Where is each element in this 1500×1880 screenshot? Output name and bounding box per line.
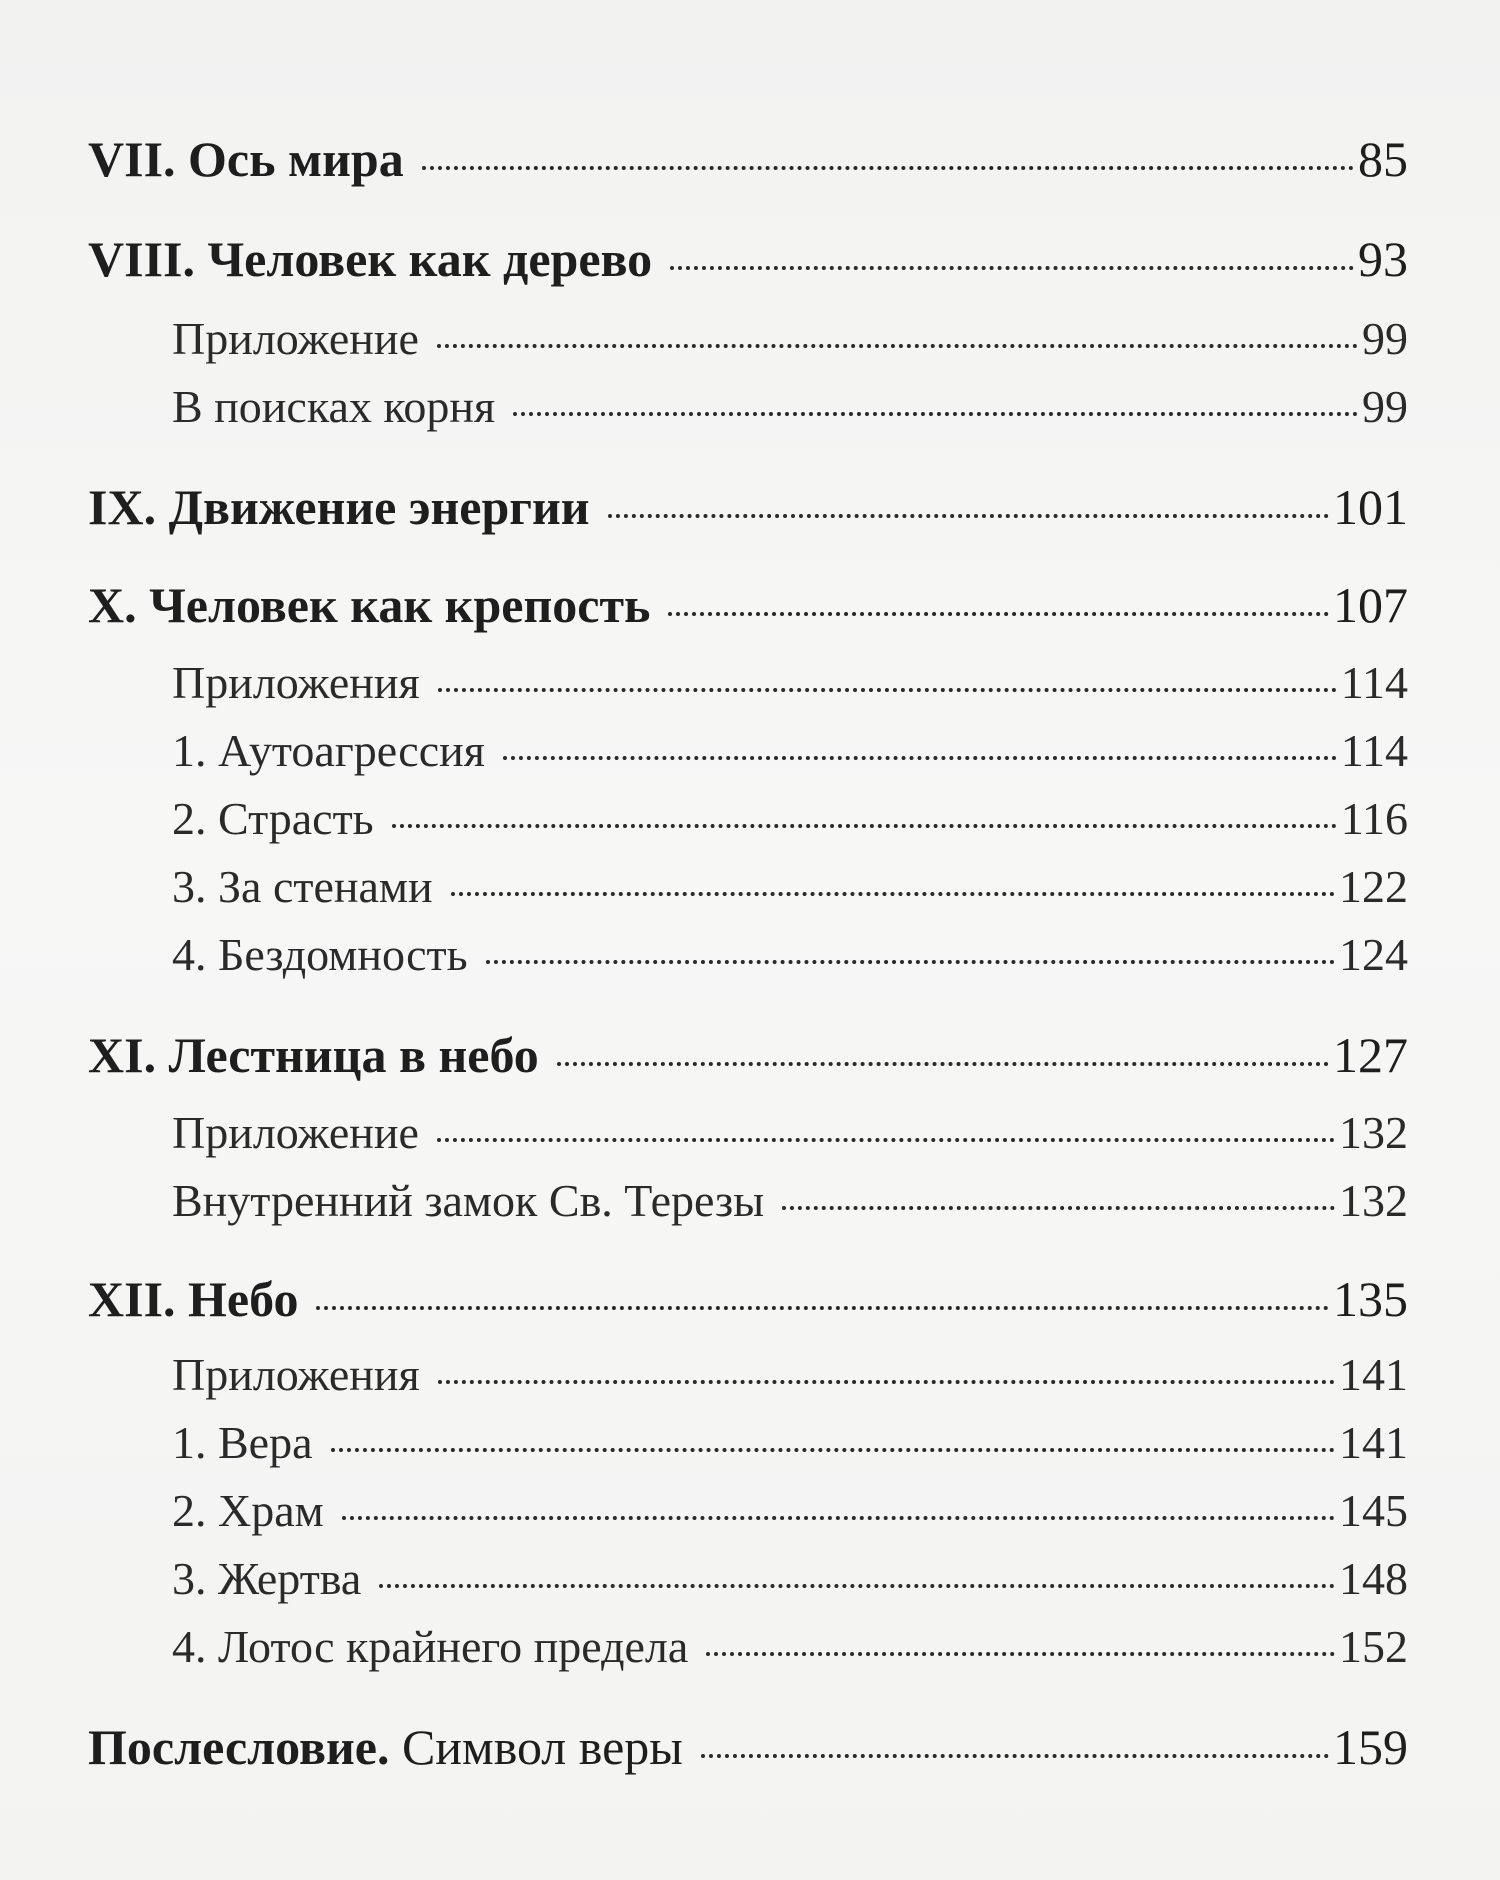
toc-entry-page: 114 xyxy=(1340,725,1408,776)
toc-entry-page: 107 xyxy=(1333,577,1408,633)
toc-entry-title: VIII. Человек как дерево xyxy=(88,231,653,287)
toc-entry-title: Приложения xyxy=(172,657,420,708)
toc-entry-title: Приложение xyxy=(172,1107,419,1158)
toc-entry-page: 93 xyxy=(1358,231,1408,287)
toc-entry-title: 1. Аутоагрессия xyxy=(172,725,485,776)
dot-leader xyxy=(379,1584,1335,1588)
dot-leader xyxy=(668,612,1329,616)
toc-entry-title: XII. Небо xyxy=(88,1271,299,1327)
dot-leader xyxy=(342,1516,1335,1520)
toc-entry-title: Приложение xyxy=(172,313,419,364)
toc-entry-appendix xyxy=(172,657,1408,708)
dot-leader xyxy=(701,1754,1329,1758)
toc-entry-page: 145 xyxy=(1339,1485,1408,1536)
toc-entry-page: 127 xyxy=(1333,1027,1408,1083)
toc-entry-page: 99 xyxy=(1362,313,1408,364)
toc-entry-page: 122 xyxy=(1339,861,1408,912)
toc-entry-title: X. Человек как крепость xyxy=(88,577,651,633)
toc-entry-title: В поисках корня xyxy=(172,381,496,432)
toc-entry-title: 2. Страсть xyxy=(172,793,374,844)
dot-leader xyxy=(557,1062,1329,1066)
dot-leader xyxy=(438,688,1337,692)
afterword-title: Символ веры xyxy=(401,1719,683,1775)
toc-entry-title: 4. Бездомность xyxy=(172,929,468,980)
dot-leader xyxy=(503,756,1337,760)
toc-entry-title: 3. За стенами xyxy=(172,861,433,912)
toc-entry-subsection xyxy=(172,929,1408,980)
toc-entry-subsection xyxy=(172,381,1408,432)
toc-entry-page: 101 xyxy=(1333,479,1408,535)
dot-leader xyxy=(608,514,1329,518)
toc-entry-page: 159 xyxy=(1333,1719,1408,1775)
dot-leader xyxy=(670,266,1354,270)
toc-entry-page: 99 xyxy=(1362,381,1408,432)
toc-entry-subsection xyxy=(172,1417,1408,1468)
toc-entry-title: VII. Ось мира xyxy=(88,131,404,187)
dot-leader xyxy=(782,1206,1335,1210)
toc-entry-title: 1. Вера xyxy=(172,1417,313,1468)
toc-entry-appendix xyxy=(172,313,1408,364)
dot-leader xyxy=(331,1448,1335,1452)
dot-leader xyxy=(437,344,1358,348)
toc-entry-subsection xyxy=(172,1485,1408,1536)
toc-entry-chapter-8 xyxy=(88,231,1408,287)
toc-entry-page: 148 xyxy=(1339,1553,1408,1604)
toc-entry-title: 4. Лотос крайнего предела xyxy=(172,1621,689,1672)
toc-entry-title xyxy=(88,1719,683,1775)
toc-entry-appendix xyxy=(172,1349,1408,1400)
toc-entry-subsection xyxy=(172,793,1408,844)
toc-entry-page: 114 xyxy=(1340,657,1408,708)
toc-entry-title: Приложения xyxy=(172,1349,420,1400)
dot-leader xyxy=(451,892,1335,896)
dot-leader xyxy=(706,1652,1335,1656)
toc-entry-page: 116 xyxy=(1340,793,1408,844)
dot-leader xyxy=(513,412,1358,416)
toc-entry-chapter-11 xyxy=(88,1027,1408,1083)
toc-entry-title: 2. Храм xyxy=(172,1485,324,1536)
toc-entry-page: 135 xyxy=(1333,1271,1408,1327)
toc-entry-chapter-7 xyxy=(88,131,1408,187)
toc-entry-afterword xyxy=(88,1719,1408,1775)
dot-leader xyxy=(437,1138,1335,1142)
afterword-label: Послесловие. xyxy=(88,1719,390,1775)
toc-entry-page: 132 xyxy=(1339,1107,1408,1158)
toc-entry-page: 141 xyxy=(1339,1349,1408,1400)
toc-entry-title: 3. Жертва xyxy=(172,1553,362,1604)
toc-entry-page: 85 xyxy=(1358,131,1408,187)
toc-entry-chapter-10 xyxy=(88,577,1408,633)
toc-entry-page: 141 xyxy=(1339,1417,1408,1468)
toc-entry-page: 132 xyxy=(1339,1175,1408,1226)
toc-entry-appendix xyxy=(172,1107,1408,1158)
dot-leader xyxy=(486,960,1335,964)
toc-entry-page: 124 xyxy=(1339,929,1408,980)
toc-entry-subsection xyxy=(172,1621,1408,1672)
toc-entry-chapter-9 xyxy=(88,479,1408,535)
toc-entry-subsection xyxy=(172,1553,1408,1604)
toc-entry-title: XI. Лестница в небо xyxy=(88,1027,539,1083)
toc-entry-chapter-12 xyxy=(88,1271,1408,1327)
dot-leader xyxy=(422,166,1354,170)
toc-entry-page: 152 xyxy=(1339,1621,1408,1672)
toc-entry-subsection xyxy=(172,861,1408,912)
toc-entry-title: IX. Движение энергии xyxy=(88,479,590,535)
toc-entry-title: Внутренний замок Св. Терезы xyxy=(172,1175,765,1226)
dot-leader xyxy=(392,824,1337,828)
toc-entry-subsection xyxy=(172,1175,1408,1226)
dot-leader xyxy=(438,1380,1335,1384)
toc-entry-subsection xyxy=(172,725,1408,776)
dot-leader xyxy=(316,1306,1329,1310)
